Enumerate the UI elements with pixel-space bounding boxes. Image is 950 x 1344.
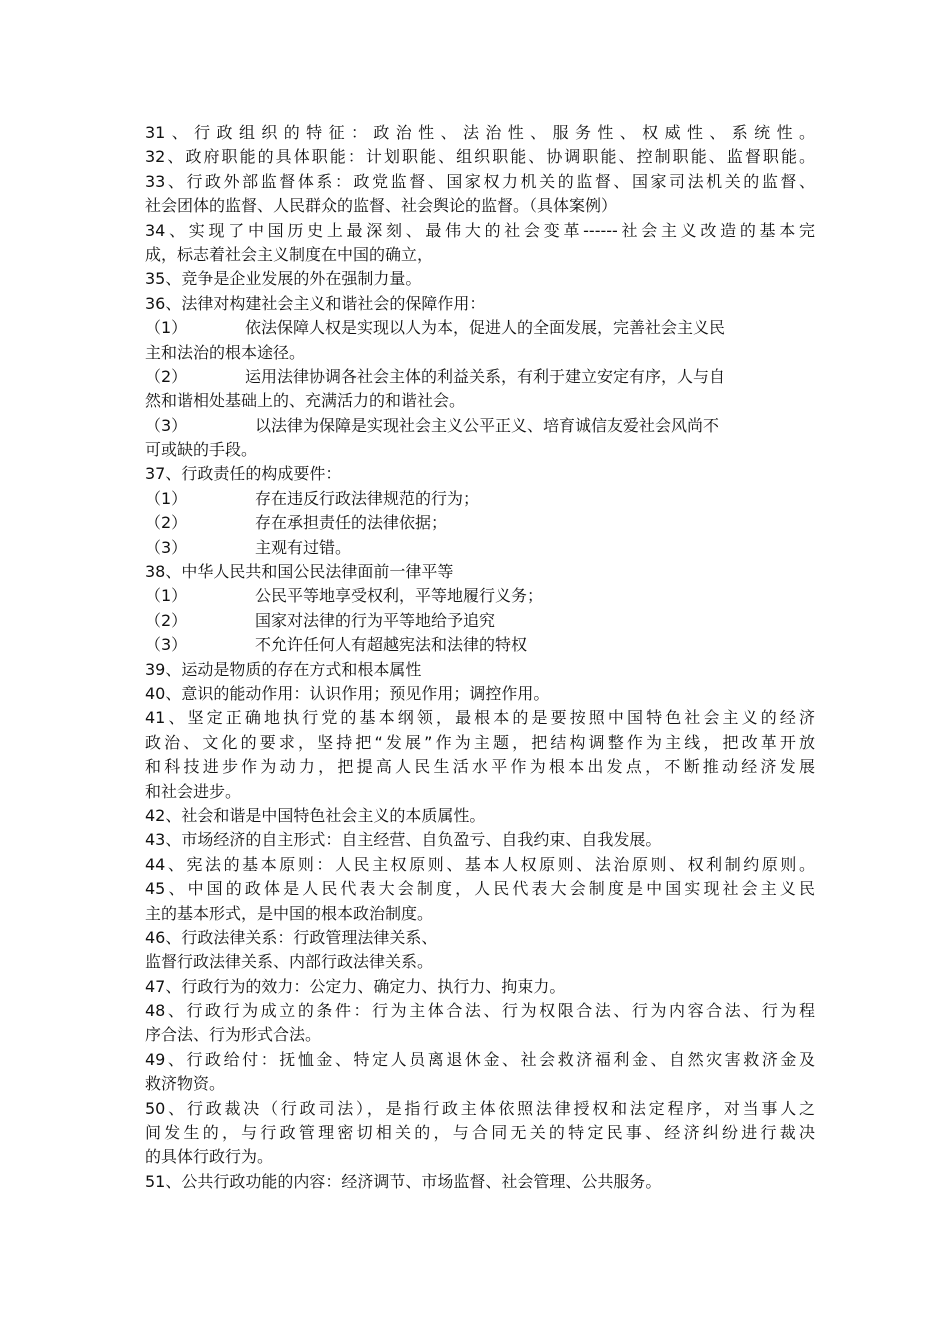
text-line: 成，标志着社会主义制度在中国的确立， <box>145 244 434 264</box>
text-line: 37、行政责任的构成要件： <box>145 464 342 484</box>
text-line: 和社会进步。 <box>145 781 242 801</box>
text-line: 49、行政给付：抚恤金、特定人员离退休金、社会救济福利金、自然灾害救济金及 <box>145 1049 815 1069</box>
text-line: 39、运动是物质的存在方式和根本属性 <box>145 659 422 679</box>
text-line: 的具体行政行为。 <box>145 1147 274 1167</box>
item-text: 公民平等地享受权利，平等地履行义务； <box>255 586 544 606</box>
text-line: 和科技进步作为动力，把提高人民生活水平作为根本出发点，不断推动经济发展 <box>145 757 815 777</box>
item-text: 存在违反行政法律规范的行为； <box>255 488 480 508</box>
text-line: 50、行政裁决（行政司法），是指行政主体依照法律授权和法定程序，对当事人之 <box>145 1098 815 1118</box>
text-line: 35、竞争是企业发展的外在强制力量。 <box>145 269 422 289</box>
item-number: （1） <box>145 318 188 338</box>
item-text: 依法保障人权是实现以人为本，促进人的全面发展，完善社会主义民 <box>245 318 726 338</box>
item-number: （3） <box>145 415 188 435</box>
item-text: 主观有过错。 <box>255 537 352 557</box>
text-line: 31、行政组织的特征：政治性、法治性、服务性、权威性、系统性。 <box>145 123 815 142</box>
text-line: 44、宪法的基本原则：人民主权原则、基本人权原则、法治原则、权利制约原则。 <box>145 854 815 874</box>
text-line: 42、社会和谐是中国特色社会主义的本质属性。 <box>145 805 486 825</box>
text-line: 36、法律对构建社会主义和谐社会的保障作用： <box>145 293 486 313</box>
text-line: 救济物资。 <box>145 1074 226 1094</box>
text-line: 政治、文化的要求，坚持把“发展”作为主题，把结构调整作为主线，把改革开放 <box>145 732 815 752</box>
text-line: 可或缺的手段。 <box>145 440 258 460</box>
text-line: 间发生的，与行政管理密切相关的，与合同无关的特定民事、经济纠纷进行裁决 <box>145 1123 815 1143</box>
text-line: 46、行政法律关系：行政管理法律关系、 <box>145 927 438 947</box>
list-item <box>145 487 815 511</box>
text-line: 序合法、行为形式合法。 <box>145 1025 322 1045</box>
item-number: （1） <box>145 488 188 508</box>
item-text: 存在承担责任的法律依据； <box>255 513 448 533</box>
item-text: 运用法律协调各社会主体的利益关系，有利于建立安定有序，人与自 <box>245 366 726 386</box>
item-number: （2） <box>145 513 188 533</box>
text-line: 主和法治的根本途径。 <box>145 342 306 362</box>
text-line: 48、行政行为成立的条件：行为主体合法、行为权限合法、行为内容合法、行为程 <box>145 1001 815 1021</box>
text-line: 38、中华人民共和国公民法律面前一律平等 <box>145 562 454 582</box>
item-number: （3） <box>145 635 188 655</box>
list-item <box>145 414 815 438</box>
list-item <box>145 633 815 657</box>
item-number: （1） <box>145 586 188 606</box>
list-item <box>145 609 815 633</box>
text-line: 45、中国的政体是人民代表大会制度，人民代表大会制度是中国实现社会主义民 <box>145 879 815 899</box>
item-number: （3） <box>145 537 188 557</box>
text-line: 监督行政法律关系、内部行政法律关系。 <box>145 952 434 972</box>
text-line: 32、政府职能的具体职能：计划职能、组织职能、协调职能、控制职能、监督职能。 <box>145 147 815 167</box>
text-line: 然和谐相处基础上的、充满活力的和谐社会。 <box>145 391 466 411</box>
item-text: 不允许任何人有超越宪法和法律的特权 <box>255 635 528 655</box>
list-item <box>145 316 815 340</box>
item-text: 国家对法律的行为平等地给予追究 <box>255 610 496 630</box>
item-number: （2） <box>145 366 188 386</box>
text-line: 40、意识的能动作用：认识作用；预见作用；调控作用。 <box>145 683 550 703</box>
list-item <box>145 365 815 389</box>
list-item <box>145 511 815 535</box>
text-line: 33、行政外部监督体系：政党监督、国家权力机关的监督、国家司法机关的监督、 <box>145 171 815 191</box>
text-line: 34、实现了中国历史上最深刻、最伟大的社会变革------社会主义改造的基本完 <box>145 220 815 240</box>
list-item <box>145 536 815 560</box>
list-item <box>145 584 815 608</box>
item-text: 以法律为保障是实现社会主义公平正义、培育诚信友爱社会风尚不 <box>255 415 720 435</box>
item-number: （2） <box>145 610 188 630</box>
text-line: 41、坚定正确地执行党的基本纲领，最根本的是要按照中国特色社会主义的经济 <box>145 708 815 728</box>
text-line: 主的基本形式，是中国的根本政治制度。 <box>145 903 434 923</box>
document-body <box>145 121 815 1194</box>
text-line: 社会团体的监督、人民群众的监督、社会舆论的监督。（具体案例） <box>145 196 618 216</box>
text-line: 47、行政行为的效力：公定力、确定力、执行力、拘束力。 <box>145 976 566 996</box>
text-line: 43、市场经济的自主形式：自主经营、自负盈亏、自我约束、自我发展。 <box>145 830 662 850</box>
text-line: 51、公共行政功能的内容：经济调节、市场监督、社会管理、公共服务。 <box>145 1171 662 1191</box>
